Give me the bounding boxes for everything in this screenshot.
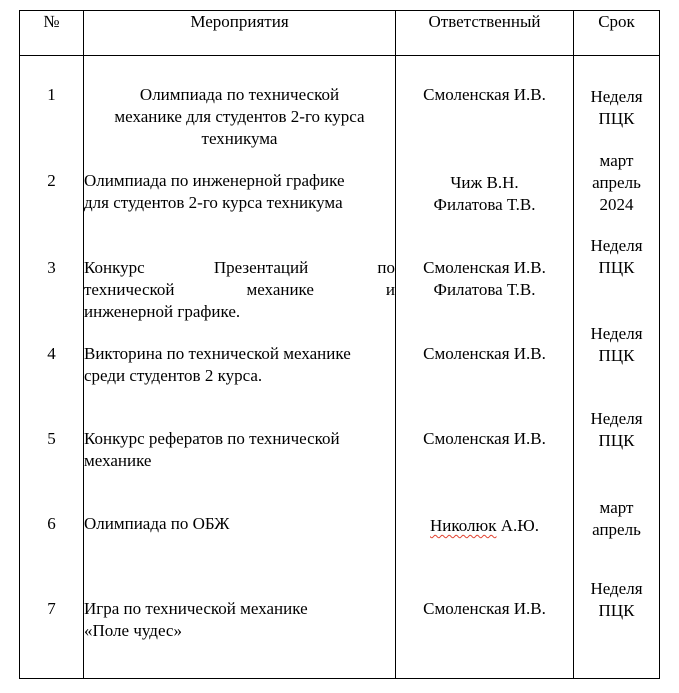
row-1-term: Неделя ПЦК <box>590 87 643 128</box>
row-1-event: Олимпиада по технической механике для студентов 2-го курса техникума <box>114 85 365 148</box>
row-5-event: Конкурс рефератов по технической механике <box>84 429 340 470</box>
row-3-term: Неделя ПЦК <box>590 236 643 277</box>
row-7-event: Игра по технической механике «Поле чудес» <box>84 599 308 640</box>
row-2-number: 2 <box>47 171 56 190</box>
row-6-number: 6 <box>47 514 56 533</box>
row-1-number: 1 <box>47 85 56 104</box>
row-1-responsible: Смоленская И.В. <box>423 85 546 104</box>
row-5-responsible: Смоленская И.В. <box>423 429 546 448</box>
row-4-number: 4 <box>47 344 56 363</box>
column-header-term: Срок <box>574 11 660 56</box>
row-6-responsible <box>396 515 573 537</box>
row-3-responsible: Смоленская И.В. Филатова Т.В. <box>423 258 546 299</box>
term-column <box>574 56 660 679</box>
column-header-responsible: Ответственный <box>396 11 574 56</box>
number-column <box>20 56 84 679</box>
column-header-event: Мероприятия <box>84 11 396 56</box>
misspelled-word: Николюк <box>430 516 497 535</box>
column-header-number: № <box>20 11 84 56</box>
row-2-event: Олимпиада по инженерной графике для студентов 2-го курса техникума <box>84 171 345 212</box>
event-column <box>84 56 396 679</box>
row-6-term: март апрель <box>592 498 641 539</box>
table-body <box>20 56 660 679</box>
row-6-event: Олимпиада по ОБЖ <box>84 514 230 533</box>
row-7-number: 7 <box>47 599 56 618</box>
schedule-table <box>19 10 660 679</box>
row-4-term: Неделя ПЦК <box>590 324 643 365</box>
row-7-responsible: Смоленская И.В. <box>423 599 546 618</box>
row-4-responsible: Смоленская И.В. <box>423 344 546 363</box>
row-5-term: Неделя ПЦК <box>590 409 643 450</box>
row-5-number: 5 <box>47 429 56 448</box>
row-3-event: Конкурс Презентаций по технической механике и инженерной графике. <box>84 258 395 321</box>
responsible-initials: А.Ю. <box>500 516 539 535</box>
row-7-term: Неделя ПЦК <box>590 579 643 620</box>
row-3-number: 3 <box>47 258 56 277</box>
row-2-term: март апрель 2024 <box>592 151 641 214</box>
row-2-responsible: Чиж В.Н. Филатова Т.В. <box>433 173 536 214</box>
header-row <box>20 11 660 56</box>
responsible-column <box>396 56 574 679</box>
row-4-event: Викторина по технической механике среди студентов 2 курса. <box>84 344 351 385</box>
